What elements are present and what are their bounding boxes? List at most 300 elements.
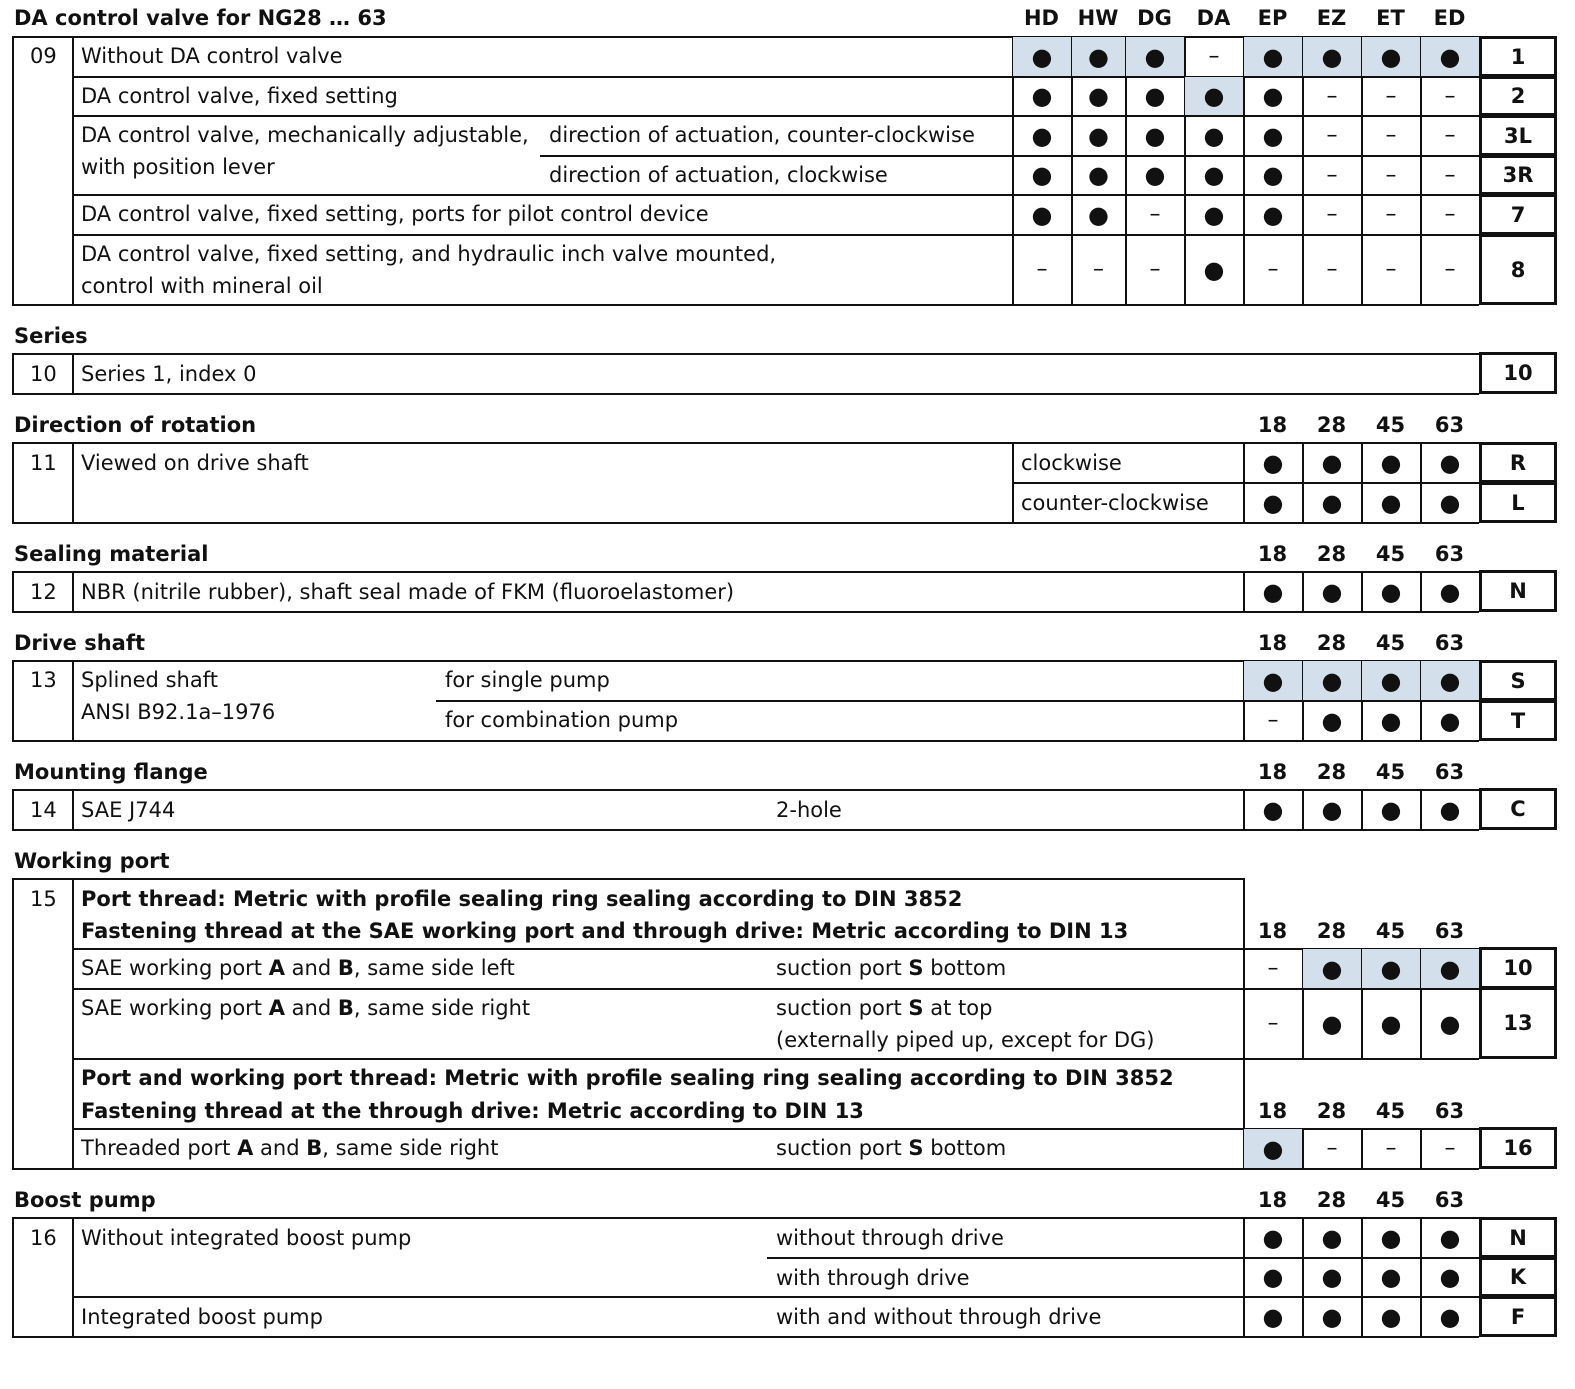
dash-glyph: –: [1385, 162, 1397, 188]
rule: [12, 878, 1243, 880]
dot-glyph: ●: [1321, 666, 1343, 695]
dot-mark: [1072, 77, 1125, 115]
column-header: 28: [1316, 631, 1347, 655]
row-number: 16: [30, 1226, 57, 1250]
code-box: R: [1479, 442, 1557, 483]
dash-glyph: –: [1444, 162, 1456, 188]
column-header: 28: [1316, 413, 1347, 437]
heading-line: Port thread: Metric with profile sealing ring sealing according to DIN 3852: [81, 887, 963, 911]
text: direction of actuation, counter-clockwise: [549, 123, 975, 147]
port-description: [81, 1136, 498, 1160]
rule: [12, 1336, 1479, 1338]
dash-mark: [1303, 195, 1361, 234]
dot-mark: [1362, 1297, 1420, 1336]
dot-mark: [1362, 572, 1420, 611]
dot-glyph: ●: [1380, 1009, 1402, 1038]
rule: [12, 789, 14, 829]
column-header: 18: [1257, 1188, 1288, 1212]
column-header: DA: [1196, 6, 1231, 30]
column-header: 63: [1434, 413, 1465, 437]
port-text: B: [337, 996, 354, 1020]
dot-glyph: ●: [1262, 577, 1284, 606]
dot-glyph: ●: [1439, 1263, 1461, 1291]
dot-mark: [1303, 1258, 1361, 1296]
dot-mark: [1126, 37, 1184, 76]
section-title: Sealing material: [14, 542, 209, 566]
dot-mark: [1244, 661, 1302, 700]
port-text: and: [284, 996, 338, 1020]
dash-glyph: –: [1385, 257, 1397, 282]
dot-glyph: ●: [1262, 42, 1284, 71]
text: clockwise: [1021, 451, 1122, 475]
column-header: 18: [1257, 542, 1288, 566]
dot-glyph: ●: [1262, 82, 1284, 110]
dash-glyph: –: [1267, 956, 1279, 981]
dot-mark: [1126, 77, 1184, 115]
dot-mark: [1303, 701, 1361, 740]
dash-mark: [1362, 156, 1420, 194]
row-number: 12: [30, 580, 57, 604]
dot-mark: [1013, 195, 1071, 234]
dot-mark: [1013, 116, 1071, 155]
port-text: SAE working port: [81, 996, 269, 1020]
dash-mark: [1421, 235, 1479, 304]
rule: [12, 36, 14, 304]
dot-glyph: ●: [1439, 1223, 1461, 1252]
code-box: K: [1479, 1257, 1557, 1297]
text: Integrated boost pump: [81, 1305, 323, 1329]
text: ANSI B92.1a–1976: [81, 700, 276, 724]
dash-glyph: –: [1036, 257, 1048, 282]
text: control with mineral oil: [81, 274, 323, 298]
dash-mark: [1185, 37, 1243, 76]
suction-text: bottom: [923, 956, 1007, 980]
dot-mark: [1244, 1218, 1302, 1257]
dot-glyph: ●: [1262, 795, 1284, 824]
column-header: DG: [1137, 6, 1172, 30]
dot-glyph: ●: [1321, 488, 1343, 517]
dot-mark: [1421, 443, 1479, 482]
dash-glyph: –: [1326, 162, 1338, 188]
dot-glyph: ●: [1144, 121, 1166, 150]
dot-glyph: ●: [1321, 1223, 1343, 1252]
dot-glyph: ●: [1321, 42, 1343, 71]
dot-mark: [1244, 77, 1302, 115]
code-box: 16: [1479, 1127, 1557, 1169]
dot-glyph: ●: [1380, 706, 1402, 735]
dot-glyph: ●: [1144, 42, 1166, 71]
dot-glyph: ●: [1031, 82, 1053, 110]
heading-line: Fastening thread at the SAE working port and through drive: Metric according to DIN 13: [81, 919, 1129, 943]
suction-description: [776, 956, 1006, 980]
dot-mark: [1244, 116, 1302, 155]
dot-glyph: ●: [1439, 1009, 1461, 1038]
dot-mark: [1421, 790, 1479, 829]
dot-glyph: ●: [1262, 1302, 1284, 1331]
dot-glyph: ●: [1031, 161, 1053, 189]
dot-glyph: ●: [1321, 448, 1343, 477]
column-header: 45: [1375, 631, 1406, 655]
dot-mark: [1244, 1129, 1302, 1168]
dot-glyph: ●: [1439, 954, 1461, 983]
dash-glyph: –: [1326, 123, 1338, 148]
rule: [12, 442, 14, 522]
dot-glyph: ●: [1088, 161, 1109, 189]
port-text: , same side right: [353, 996, 531, 1020]
suction-text: suction port: [776, 1136, 909, 1160]
code-box: 10: [1479, 947, 1557, 989]
dash-mark: [1421, 77, 1479, 115]
dot-glyph: ●: [1321, 1302, 1343, 1331]
dot-glyph: ●: [1262, 448, 1284, 477]
dot-mark: [1244, 37, 1302, 76]
column-header: 63: [1434, 1099, 1465, 1123]
dot-mark: [1362, 1258, 1420, 1296]
dot-glyph: ●: [1203, 161, 1225, 189]
rule: [12, 740, 1479, 742]
code-box: 7: [1479, 194, 1557, 235]
dash-glyph: –: [1444, 123, 1456, 148]
dash-glyph: –: [1326, 257, 1338, 282]
dot-glyph: ●: [1262, 1263, 1284, 1291]
dash-glyph: –: [1444, 1136, 1456, 1161]
port-description: [81, 956, 515, 980]
dot-mark: [1072, 195, 1125, 234]
column-header: 28: [1316, 760, 1347, 784]
dot-mark: [1013, 37, 1071, 76]
dot-glyph: ●: [1380, 577, 1402, 606]
dot-glyph: ●: [1321, 1009, 1343, 1038]
dash-glyph: –: [1385, 123, 1397, 148]
dash-mark: [1303, 1129, 1361, 1168]
dash-glyph: –: [1093, 257, 1104, 282]
code-box: 2: [1479, 76, 1557, 116]
column-header: EP: [1257, 6, 1288, 30]
port-text: and: [253, 1136, 307, 1160]
rule: [12, 1168, 1479, 1170]
dot-glyph: ●: [1380, 448, 1402, 477]
dot-mark: [1362, 949, 1420, 988]
dash-glyph: –: [1385, 1136, 1397, 1161]
dot-mark: [1421, 661, 1479, 700]
dot-mark: [1362, 701, 1420, 740]
dash-mark: [1421, 116, 1479, 155]
dot-mark: [1303, 989, 1361, 1058]
dash-mark: [1303, 235, 1361, 304]
dot-mark: [1303, 572, 1361, 611]
dot-glyph: ●: [1088, 121, 1109, 150]
text: Without integrated boost pump: [81, 1226, 412, 1250]
column-header: EZ: [1316, 6, 1347, 30]
dot-mark: [1244, 1297, 1302, 1336]
dash-mark: [1303, 77, 1361, 115]
column-header: 28: [1316, 1188, 1347, 1212]
code-box: S: [1479, 660, 1557, 701]
dot-mark: [1421, 1297, 1479, 1336]
dash-mark: [1362, 1129, 1420, 1168]
dash-glyph: –: [1326, 83, 1338, 109]
column-header: 63: [1434, 631, 1465, 655]
dot-glyph: ●: [1031, 121, 1053, 150]
text: for combination pump: [445, 708, 679, 732]
dot-glyph: ●: [1439, 488, 1461, 517]
dot-mark: [1421, 701, 1479, 740]
rule: [12, 829, 1479, 831]
rule: [72, 660, 74, 740]
dash-mark: [1244, 235, 1302, 304]
dot-mark: [1421, 37, 1479, 76]
text: DA control valve, fixed setting, and hydraulic inch valve mounted,: [81, 242, 777, 266]
text: with position lever: [81, 155, 275, 179]
text: Viewed on drive shaft: [81, 451, 309, 475]
rule: [12, 353, 1479, 355]
dot-mark: [1421, 1218, 1479, 1257]
dot-mark: [1072, 37, 1125, 76]
column-header: 45: [1375, 1188, 1406, 1212]
port-text: , same side right: [322, 1136, 499, 1160]
dot-glyph: ●: [1380, 488, 1402, 517]
dash-mark: [1362, 235, 1420, 304]
dot-glyph: ●: [1439, 448, 1461, 477]
section-title: Working port: [14, 849, 170, 873]
rule: [12, 522, 1479, 524]
column-header: 63: [1434, 760, 1465, 784]
dash-mark: [1126, 235, 1184, 304]
dash-mark: [1013, 235, 1071, 304]
rule: [72, 442, 74, 522]
dot-glyph: ●: [1262, 1223, 1284, 1252]
rule: [12, 571, 14, 611]
dash-mark: [1126, 195, 1184, 234]
dot-mark: [1244, 195, 1302, 234]
text: SAE J744: [81, 798, 176, 822]
rule: [12, 393, 1479, 395]
column-header: 18: [1257, 760, 1288, 784]
dot-glyph: ●: [1380, 1263, 1402, 1291]
dot-mark: [1303, 1297, 1361, 1336]
dash-glyph: –: [1444, 83, 1456, 109]
dash-glyph: –: [1385, 202, 1397, 227]
dash-glyph: –: [1444, 257, 1456, 282]
heading-line: Fastening thread at the through drive: Metric according to DIN 13: [81, 1099, 864, 1123]
text: DA control valve, mechanically adjustable,: [81, 123, 529, 147]
dash-mark: [1072, 235, 1125, 304]
rule: [12, 1217, 14, 1336]
dot-mark: [1303, 37, 1361, 76]
text: (externally piped up, except for DG): [776, 1028, 1155, 1052]
rule: [72, 878, 74, 1168]
dot-glyph: ●: [1144, 161, 1166, 189]
dot-mark: [1421, 989, 1479, 1058]
dot-mark: [1303, 949, 1361, 988]
dot-mark: [1185, 195, 1243, 234]
text: DA control valve, fixed setting, ports for pilot control device: [81, 202, 709, 226]
dash-mark: [1421, 195, 1479, 234]
column-header: 28: [1316, 919, 1347, 943]
code-box: 3R: [1479, 155, 1557, 195]
dot-mark: [1244, 572, 1302, 611]
column-header: 63: [1434, 542, 1465, 566]
dot-mark: [1072, 116, 1125, 155]
section-title: Boost pump: [14, 1188, 156, 1212]
dot-glyph: ●: [1380, 42, 1402, 71]
suction-text: bottom: [923, 1136, 1007, 1160]
dot-glyph: ●: [1262, 121, 1284, 150]
dot-mark: [1126, 116, 1184, 155]
text: Series 1, index 0: [81, 362, 257, 386]
dot-glyph: ●: [1088, 82, 1109, 110]
dot-glyph: ●: [1380, 795, 1402, 824]
port-text: and: [284, 956, 338, 980]
port-text: A: [237, 1136, 254, 1160]
port-text: B: [337, 956, 354, 980]
code-box: T: [1479, 700, 1557, 741]
dot-glyph: ●: [1262, 1134, 1284, 1163]
dot-mark: [1362, 443, 1420, 482]
dash-glyph: –: [1444, 202, 1456, 227]
section-title: Drive shaft: [14, 631, 146, 655]
suction-text: suction port: [776, 956, 909, 980]
row-number: 09: [30, 44, 57, 68]
column-header: HW: [1077, 6, 1119, 30]
text: without through drive: [776, 1226, 1004, 1250]
rule: [12, 878, 14, 1168]
dot-mark: [1185, 156, 1243, 194]
dot-mark: [1362, 37, 1420, 76]
dash-mark: [1303, 116, 1361, 155]
dot-mark: [1244, 790, 1302, 829]
port-text: A: [268, 996, 285, 1020]
dot-glyph: ●: [1203, 200, 1225, 229]
text: direction of actuation, clockwise: [549, 163, 888, 187]
text: Without DA control valve: [81, 44, 343, 68]
dot-mark: [1244, 443, 1302, 482]
dash-mark: [1244, 949, 1302, 988]
column-header: 45: [1375, 919, 1406, 943]
dot-glyph: ●: [1321, 577, 1343, 606]
dot-glyph: ●: [1203, 255, 1225, 284]
dot-mark: [1303, 483, 1361, 522]
dot-glyph: ●: [1321, 954, 1343, 983]
dot-mark: [1126, 156, 1184, 194]
section-title: DA control valve for NG28 … 63: [14, 6, 387, 30]
dot-glyph: ●: [1321, 706, 1343, 735]
suction-text: S: [908, 956, 924, 980]
dot-glyph: ●: [1439, 42, 1461, 71]
dot-mark: [1303, 443, 1361, 482]
text: for single pump: [445, 668, 610, 692]
section-title: Series: [14, 324, 88, 348]
dot-glyph: ●: [1439, 666, 1461, 695]
dot-mark: [1421, 572, 1479, 611]
dash-glyph: –: [1385, 83, 1397, 109]
dot-mark: [1244, 483, 1302, 522]
rule: [72, 1058, 1479, 1060]
column-header: ET: [1376, 6, 1405, 30]
dot-mark: [1421, 949, 1479, 988]
dot-glyph: ●: [1262, 488, 1284, 517]
dot-mark: [1244, 1258, 1302, 1296]
dash-mark: [1244, 989, 1302, 1058]
dash-glyph: –: [1149, 257, 1161, 282]
dash-mark: [1244, 701, 1302, 740]
dot-glyph: ●: [1380, 666, 1402, 695]
suction-text: suction port: [776, 996, 909, 1020]
dash-glyph: –: [1326, 202, 1338, 227]
text: with through drive: [776, 1266, 970, 1290]
dot-mark: [1362, 790, 1420, 829]
dot-glyph: ●: [1380, 1302, 1402, 1331]
rule: [1012, 442, 1014, 522]
suction-text: at top: [923, 996, 993, 1020]
dash-glyph: –: [1208, 44, 1220, 69]
text: DA control valve, fixed setting: [81, 84, 398, 108]
dot-glyph: ●: [1088, 42, 1109, 71]
port-text: A: [268, 956, 285, 980]
dot-glyph: ●: [1262, 666, 1284, 695]
column-header: ED: [1433, 6, 1466, 30]
column-header: 45: [1375, 760, 1406, 784]
text: NBR (nitrile rubber), shaft seal made of FKM (fluoroelastomer): [81, 580, 735, 604]
code-box: F: [1479, 1296, 1557, 1337]
dot-glyph: ●: [1144, 82, 1166, 110]
dot-glyph: ●: [1439, 706, 1461, 735]
text: with and without through drive: [776, 1305, 1102, 1329]
dot-mark: [1244, 156, 1302, 194]
dot-glyph: ●: [1439, 795, 1461, 824]
dot-glyph: ●: [1203, 121, 1225, 150]
column-header: 18: [1257, 631, 1288, 655]
row-number: 10: [30, 362, 57, 386]
dot-glyph: ●: [1031, 42, 1053, 71]
code-box: L: [1479, 482, 1557, 523]
dash-glyph: –: [1149, 202, 1161, 227]
dot-mark: [1303, 790, 1361, 829]
dot-glyph: ●: [1031, 200, 1053, 229]
code-box: N: [1479, 570, 1557, 612]
port-text: SAE working port: [81, 956, 269, 980]
rule: [72, 36, 74, 304]
code-box: N: [1479, 1217, 1557, 1258]
dot-mark: [1421, 483, 1479, 522]
rule: [72, 353, 74, 393]
code-box: C: [1479, 788, 1557, 830]
suction-description: [776, 1136, 1006, 1160]
column-header: 63: [1434, 919, 1465, 943]
port-text: , same side left: [353, 956, 515, 980]
dot-glyph: ●: [1439, 577, 1461, 606]
rule: [72, 789, 74, 829]
port-text: B: [306, 1136, 323, 1160]
section-title: Direction of rotation: [14, 413, 257, 437]
rule: [12, 304, 1479, 306]
dot-glyph: ●: [1380, 954, 1402, 983]
dot-mark: [1185, 116, 1243, 155]
suction-text: S: [908, 1136, 924, 1160]
rule: [12, 611, 1479, 613]
column-header: 18: [1257, 1099, 1288, 1123]
port-description: [81, 996, 530, 1020]
section-title: Mounting flange: [14, 760, 208, 784]
row-number: 13: [30, 668, 57, 692]
dash-mark: [1303, 156, 1361, 194]
suction-text: S: [908, 996, 924, 1020]
dot-glyph: ●: [1321, 1263, 1343, 1291]
column-header: HD: [1023, 6, 1059, 30]
text: Splined shaft: [81, 668, 218, 692]
column-header: 28: [1316, 542, 1347, 566]
dash-glyph: –: [1326, 1136, 1338, 1161]
